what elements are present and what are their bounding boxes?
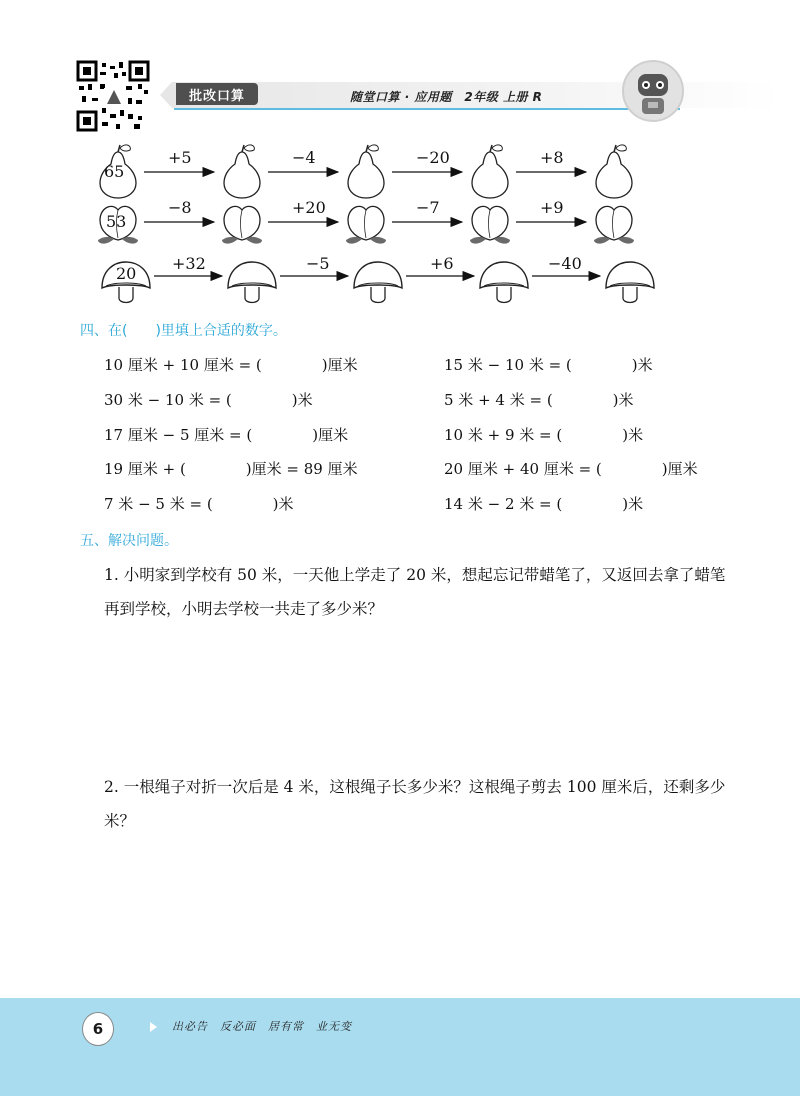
fill-blank-equation: 10 米 + 9 米 = ( )米 (444, 426, 644, 444)
chain-operation: −5 (306, 254, 330, 273)
fill-blank-equation: 20 厘米 + 40 厘米 = ( )厘米 (444, 460, 698, 478)
fill-blank-equation: 5 米 + 4 米 = ( )米 (444, 391, 634, 409)
fill-blank-equation: 7 米 − 5 米 = ( )米 (104, 495, 294, 513)
page-number: 6 (82, 1012, 114, 1046)
footer-band (0, 998, 800, 1096)
footer-motto: 出必告 反必面 居有常 业无变 (172, 1020, 352, 1033)
section-5-title: 五、解决问题。 (80, 533, 178, 549)
fill-blank-equation: 19 厘米 + ( )厘米 = 89 厘米 (104, 460, 358, 478)
fill-blank-equation: 10 厘米 + 10 厘米 = ( )厘米 (104, 356, 358, 374)
chain-operation: +8 (540, 148, 564, 167)
chain-operation: −7 (416, 198, 440, 217)
chain-operation: +9 (540, 198, 564, 217)
fill-blank-equation: 17 厘米 − 5 厘米 = ( )厘米 (104, 426, 349, 444)
fill-blank-equation: 15 米 − 10 米 = ( )米 (444, 356, 653, 374)
chain-start-value: 53 (106, 212, 127, 231)
chain-operation: +5 (168, 148, 192, 167)
qr-code-icon (76, 60, 150, 132)
page-header-title: 随堂口算 · 应用题 2年级 上册 R (350, 90, 543, 104)
chain-operation: +6 (430, 254, 454, 273)
calc-chain-mushroom (96, 252, 676, 312)
pear-icon (596, 145, 632, 198)
robot-mascot-icon (620, 58, 686, 122)
tab-label: 批改口算 (176, 83, 258, 105)
section-4-title: 四、在( )里填上合适的数字。 (80, 323, 287, 339)
triangle-bullet-icon (150, 1022, 157, 1032)
chain-start-value: 20 (116, 264, 137, 283)
chain-operation: −40 (548, 254, 582, 273)
calc-chain-pear (96, 142, 656, 202)
pear-icon (348, 145, 384, 198)
chain-operation: −8 (168, 198, 192, 217)
pear-icon (224, 145, 260, 198)
word-problem-2: 2. 一根绳子对折一次后是 4 米，这根绳子长多少米？这根绳子剪去 100 厘米后，还剩多少米？ (104, 778, 726, 830)
chain-operation: +20 (292, 198, 326, 217)
calc-chain-peach (96, 196, 656, 256)
word-problem-1: 1. 小明家到学校有 50 米，一天他上学走了 20 米，想起忘记带蜡笔了，又返回去拿了蜡笔再到学校，小明去学校一共走了多少米？ (104, 566, 726, 618)
chain-operation: −20 (416, 148, 450, 167)
chain-start-value: 65 (104, 162, 125, 181)
chain-operation: +32 (172, 254, 206, 273)
pear-icon (472, 145, 508, 198)
chain-operation: −4 (292, 148, 316, 167)
fill-blank-equation: 30 米 − 10 米 = ( )米 (104, 391, 313, 409)
fill-blank-equation: 14 米 − 2 米 = ( )米 (444, 495, 644, 513)
